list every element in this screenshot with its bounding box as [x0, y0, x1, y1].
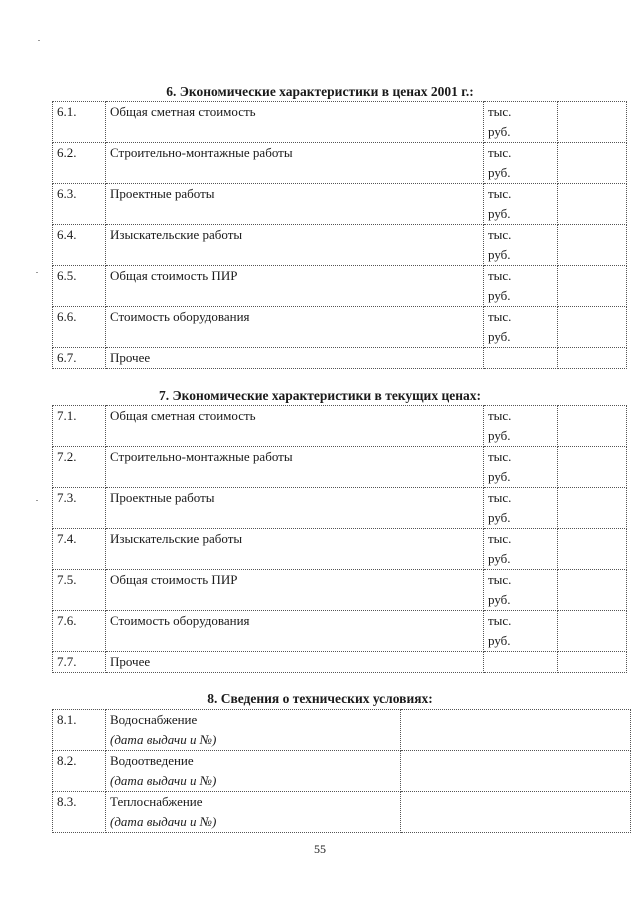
unit-line-1: тыс.	[488, 449, 512, 464]
table-row	[53, 570, 627, 611]
value-cell[interactable]	[401, 792, 631, 833]
row-number: 7.1.	[53, 406, 106, 447]
row-unit	[484, 611, 558, 652]
value-cell[interactable]	[558, 143, 627, 184]
unit-line-2: руб.	[488, 329, 511, 344]
row-name: Проектные работы	[106, 488, 484, 529]
row-unit	[484, 143, 558, 184]
row-unit	[484, 307, 558, 348]
value-cell[interactable]	[558, 529, 627, 570]
unit-line-1: тыс.	[488, 408, 512, 423]
unit-line-2: руб.	[488, 428, 511, 443]
section-7-table	[52, 405, 627, 673]
row-number: 8.3.	[53, 792, 106, 833]
table-row	[53, 102, 627, 143]
unit-line-2: руб.	[488, 633, 511, 648]
page-number: 55	[314, 842, 326, 856]
value-cell[interactable]	[558, 611, 627, 652]
row-unit	[484, 266, 558, 307]
row-number: 7.7.	[53, 652, 106, 673]
unit-line-2: руб.	[488, 510, 511, 525]
condition-note: (дата выдачи и №)	[110, 814, 217, 829]
row-number: 7.4.	[53, 529, 106, 570]
unit-line-1: тыс.	[488, 227, 512, 242]
row-name: Изыскательские работы	[106, 225, 484, 266]
scan-speck	[36, 500, 38, 501]
table-row	[53, 184, 627, 225]
value-cell[interactable]	[558, 102, 627, 143]
row-name: Строительно-монтажные работы	[106, 143, 484, 184]
section-6-table	[52, 101, 627, 369]
table-row	[53, 611, 627, 652]
row-unit	[484, 102, 558, 143]
table-row	[53, 751, 631, 792]
table-row	[53, 266, 627, 307]
condition-note: (дата выдачи и №)	[110, 773, 217, 788]
row-name	[106, 710, 401, 751]
unit-line-2: руб.	[488, 165, 511, 180]
value-cell[interactable]	[401, 751, 631, 792]
unit-line-1: тыс.	[488, 309, 512, 324]
table-row	[53, 225, 627, 266]
condition-name: Водоотведение	[110, 753, 194, 768]
unit-line-2: руб.	[488, 247, 511, 262]
table-row	[53, 143, 627, 184]
unit-line-1: тыс.	[488, 613, 512, 628]
unit-line-2: руб.	[488, 124, 511, 139]
condition-name: Теплоснабжение	[110, 794, 203, 809]
value-cell[interactable]	[558, 184, 627, 225]
row-name	[106, 792, 401, 833]
row-number: 7.5.	[53, 570, 106, 611]
scan-speck	[38, 40, 40, 41]
unit-line-1: тыс.	[488, 531, 512, 546]
row-name: Общая сметная стоимость	[106, 102, 484, 143]
row-unit	[484, 529, 558, 570]
unit-line-2: руб.	[488, 551, 511, 566]
unit-line-1: тыс.	[488, 145, 512, 160]
row-name: Общая стоимость ПИР	[106, 266, 484, 307]
value-cell[interactable]	[558, 447, 627, 488]
row-name: Общая стоимость ПИР	[106, 570, 484, 611]
unit-line-2: руб.	[488, 592, 511, 607]
section-8-title: 8. Сведения о технических условиях:	[207, 691, 433, 706]
row-number: 6.7.	[53, 348, 106, 369]
value-cell[interactable]	[558, 570, 627, 611]
row-unit	[484, 570, 558, 611]
value-cell[interactable]	[558, 266, 627, 307]
row-name: Стоимость оборудования	[106, 307, 484, 348]
section-8-table	[52, 709, 631, 833]
row-name: Проектные работы	[106, 184, 484, 225]
unit-line-1: тыс.	[488, 186, 512, 201]
row-number: 7.2.	[53, 447, 106, 488]
table-row	[53, 710, 631, 751]
unit-line-1: тыс.	[488, 268, 512, 283]
row-number: 6.3.	[53, 184, 106, 225]
row-name: Строительно-монтажные работы	[106, 447, 484, 488]
row-unit	[484, 348, 558, 369]
value-cell[interactable]	[558, 225, 627, 266]
table-row	[53, 652, 627, 673]
row-number: 6.4.	[53, 225, 106, 266]
value-cell[interactable]	[558, 348, 627, 369]
row-name	[106, 751, 401, 792]
row-unit	[484, 184, 558, 225]
row-number: 6.1.	[53, 102, 106, 143]
row-unit	[484, 652, 558, 673]
row-number: 6.2.	[53, 143, 106, 184]
table-row	[53, 307, 627, 348]
condition-name: Водоснабжение	[110, 712, 198, 727]
table-row	[53, 406, 627, 447]
condition-note: (дата выдачи и №)	[110, 732, 217, 747]
row-name: Прочее	[106, 348, 484, 369]
unit-line-2: руб.	[488, 206, 511, 221]
value-cell[interactable]	[558, 307, 627, 348]
section-6-title: 6. Экономические характеристики в ценах 2001 г.:	[166, 84, 474, 99]
table-row	[53, 529, 627, 570]
row-unit	[484, 406, 558, 447]
value-cell[interactable]	[558, 406, 627, 447]
section-7-title: 7. Экономические характеристики в текущих ценах:	[158, 388, 481, 403]
table-row	[53, 488, 627, 529]
row-name: Стоимость оборудования	[106, 611, 484, 652]
row-unit	[484, 488, 558, 529]
unit-line-1: тыс.	[488, 490, 512, 505]
unit-line-1: тыс.	[488, 104, 512, 119]
row-number: 6.5.	[53, 266, 106, 307]
row-number: 8.2.	[53, 751, 106, 792]
value-cell[interactable]	[558, 652, 627, 673]
row-unit	[484, 447, 558, 488]
value-cell[interactable]	[558, 488, 627, 529]
row-number: 8.1.	[53, 710, 106, 751]
unit-line-1: тыс.	[488, 572, 512, 587]
row-number: 6.6.	[53, 307, 106, 348]
table-row	[53, 792, 631, 833]
table-row	[53, 348, 627, 369]
value-cell[interactable]	[401, 710, 631, 751]
scan-speck	[36, 272, 38, 273]
row-unit	[484, 225, 558, 266]
row-name: Прочее	[106, 652, 484, 673]
unit-line-2: руб.	[488, 469, 511, 484]
table-row	[53, 447, 627, 488]
row-name: Изыскательские работы	[106, 529, 484, 570]
row-number: 7.6.	[53, 611, 106, 652]
unit-line-2: руб.	[488, 288, 511, 303]
row-name: Общая сметная стоимость	[106, 406, 484, 447]
row-number: 7.3.	[53, 488, 106, 529]
